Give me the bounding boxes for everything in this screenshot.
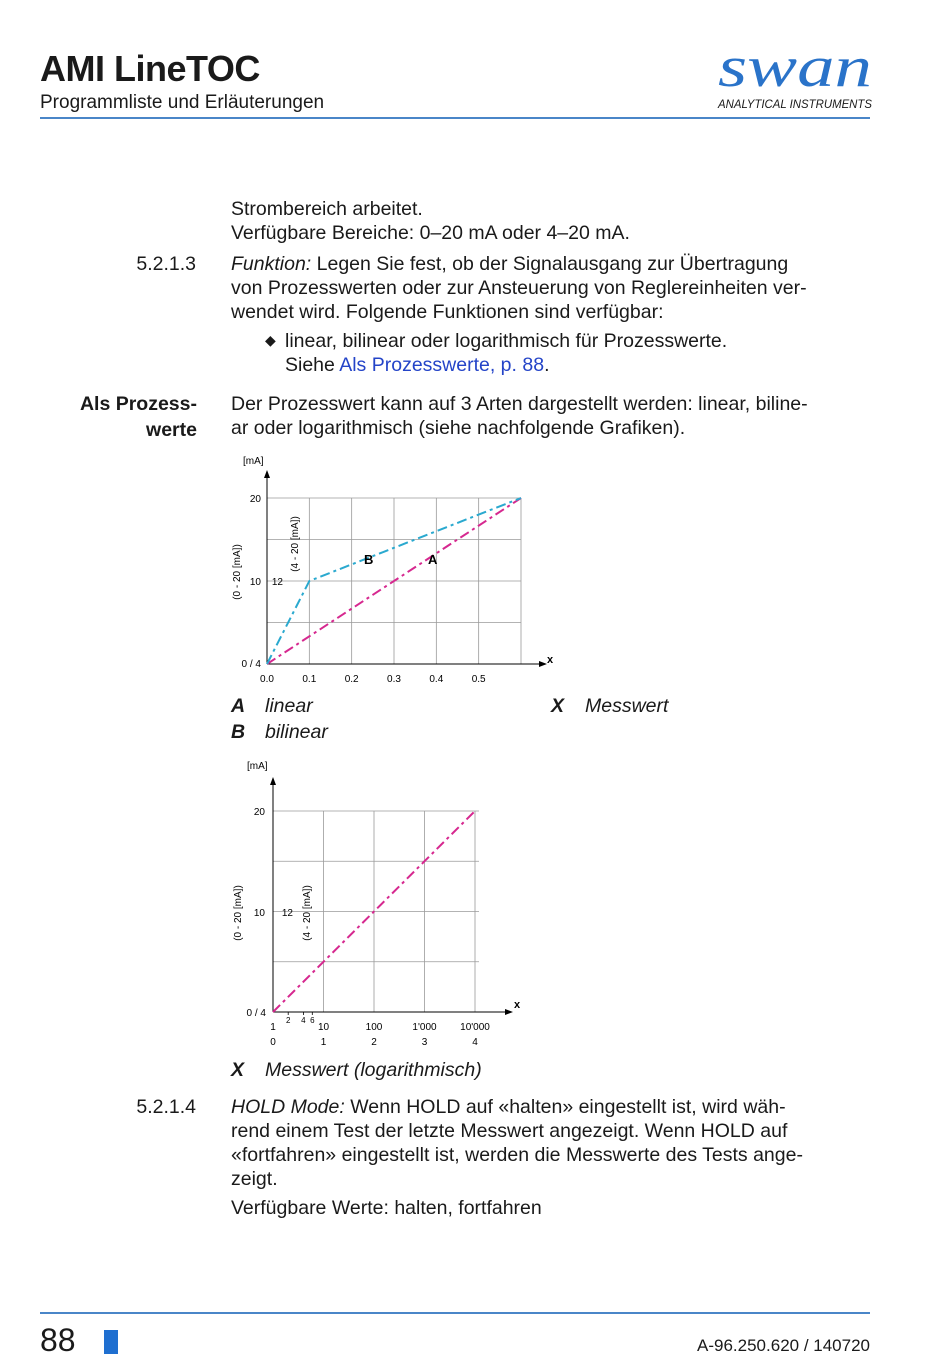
legend-x-log-text: Messwert (logarithmisch) <box>265 1059 482 1081</box>
chart2-x-arrow <box>505 1009 513 1015</box>
document-reference: A-96.250.620 / 140720 <box>697 1336 870 1355</box>
chart2-ytick-0: 0 / 4 <box>246 1008 266 1019</box>
chart2-ylabel-0-20-text: (0 - 20 [mA]) <box>233 885 244 941</box>
section-5214-line-4: zeigt. <box>231 1168 278 1190</box>
chart1-label-b: B <box>364 552 374 567</box>
function-label: Funktion: <box>231 253 312 275</box>
chart-linear-bilinear <box>225 452 565 688</box>
legend-b-text: bilinear <box>265 721 328 743</box>
document-subtitle: Programmliste und Erläuterungen <box>40 92 325 113</box>
paragraph-line-2: ar oder logarithmisch (siehe nachfolgende Grafiken). <box>231 417 686 439</box>
chart1-xtick-label: 0.3 <box>387 674 401 685</box>
legend-x-log-key: X <box>231 1059 245 1081</box>
see-end: . <box>544 354 550 376</box>
section-number-5213: 5.2.1.3 <box>136 253 196 275</box>
legend-a-key: A <box>231 695 246 717</box>
link-als-prozesswerte[interactable]: Als Prozesswerte, p. 88 <box>339 354 545 376</box>
chart1-xticks <box>260 674 486 685</box>
chart1-ytick-10: 10 <box>249 577 261 588</box>
logo-tagline: ANALYTICAL INSTRUMENTS <box>717 99 873 111</box>
chart2-xtick-bottom-label: 2 <box>371 1037 377 1048</box>
chart1-ytick-20: 20 <box>249 494 261 505</box>
page-marker <box>104 1330 118 1354</box>
side-heading-line-2: werte <box>146 419 197 441</box>
chart2-xtick-top-label: 4 <box>301 1016 306 1025</box>
section-5214-line-3: «fortfahren» eingestellt ist, werden die Messwerte des Tests ange- <box>231 1144 803 1166</box>
chart2-xlabel: x <box>514 999 521 1011</box>
legend-a-text: linear <box>265 695 313 717</box>
chart2-unit-label: [mA] <box>247 761 268 772</box>
chart2-xtick-bottom-label: 3 <box>421 1037 428 1048</box>
bullet-text: linear, bilinear oder logarithmisch für Prozesswerte. <box>285 330 728 352</box>
intro-line-2: Verfügbare Bereiche: 0–20 mA oder 4–20 mA. <box>231 222 630 244</box>
chart2-xticks <box>270 1016 490 1048</box>
chart1-xtick-label: 0.2 <box>344 674 359 685</box>
chart2-xtick-bottom-label: 4 <box>472 1037 478 1048</box>
legend-x-key: X <box>551 695 565 717</box>
legend-x <box>551 694 669 718</box>
section-5214-line-1 <box>231 1095 871 1119</box>
legend-b-key: B <box>231 721 246 743</box>
chart1-xlabel: x <box>547 654 554 666</box>
side-heading-line-1: Als Prozess- <box>79 393 197 415</box>
footer-rule <box>40 1312 870 1314</box>
chart1-ylabel-4-20-text: (4 - 20 [mA]) <box>290 516 301 572</box>
section-5214-line-2: rend einem Test der letzte Messwert angezeigt. Wenn HOLD auf <box>231 1120 788 1142</box>
chart1-xtick-label: 0.1 <box>302 674 317 685</box>
chart1-ylabel-0-20-text: (0 - 20 [mA]) <box>232 544 243 600</box>
chart-logarithmic <box>225 755 535 1050</box>
chart1-ytick-0: 0 / 4 <box>241 659 261 670</box>
chart2-ytick-20: 20 <box>253 807 265 818</box>
chart1-ytick-12: 12 <box>271 577 283 588</box>
chart1-label-a: A <box>428 552 438 567</box>
section-5214-text-1: Wenn HOLD auf «halten» eingestellt ist, wird wäh- <box>350 1096 786 1118</box>
legend-x-log <box>231 1058 482 1082</box>
section-5214-values: Verfügbare Werte: halten, fortfahren <box>231 1197 542 1219</box>
section-5213-line-1 <box>231 252 871 276</box>
hold-mode-label: HOLD Mode: <box>231 1096 345 1118</box>
see-text: Siehe <box>285 354 335 376</box>
swan-logo <box>714 34 876 114</box>
chart2-xtick-top-label: 10'000 <box>460 1022 490 1033</box>
document-title: AMI LineTOC <box>40 48 260 89</box>
page-number: 88 <box>40 1322 76 1358</box>
chart2-xtick-top-label: 10 <box>317 1022 330 1033</box>
logo-word: swan <box>718 34 872 99</box>
intro-line-1: Strombereich arbeitet. <box>231 198 423 220</box>
bullet-see-line <box>285 353 549 377</box>
header-rule <box>40 117 870 119</box>
chart1-xtick-label: 0.4 <box>429 674 444 685</box>
chart1-xtick-label: 0.0 <box>260 674 274 685</box>
section-5213-text-1: Legen Sie fest, ob der Signalausgang zur Übertragung <box>316 253 789 275</box>
chart1-x-arrow <box>539 661 547 667</box>
chart2-ytick-10: 10 <box>253 908 265 919</box>
chart2-xtick-top-label: 1 <box>270 1022 276 1033</box>
chart2-xtick-bottom-label: 1 <box>320 1037 327 1048</box>
chart2-y-arrow <box>270 777 276 785</box>
chart2-ytick-12: 12 <box>281 908 293 919</box>
legend-b <box>231 720 328 744</box>
chart2-xtick-top-label: 6 <box>310 1016 315 1025</box>
chart2-xtick-top-label: 1'000 <box>412 1022 437 1033</box>
paragraph-line-1: Der Prozesswert kann auf 3 Arten dargestellt werden: linear, biline- <box>231 393 808 415</box>
chart2-ylabel-4-20-text: (4 - 20 [mA]) <box>302 885 313 941</box>
chart1-y-arrow <box>264 470 270 478</box>
bullet-icon: ◆ <box>265 332 276 348</box>
chart2-xtick-top-label: 2 <box>285 1016 291 1025</box>
chart2-xtick-bottom-label: 0 <box>270 1037 276 1048</box>
legend-a <box>231 694 313 718</box>
chart2-xtick-top-label: 100 <box>365 1022 383 1033</box>
section-5213-line-2: von Prozesswerten oder zur Ansteuerung von Reglereinheiten ver- <box>231 277 807 299</box>
legend-x-text: Messwert <box>585 695 669 717</box>
chart1-unit-label: [mA] <box>243 456 264 467</box>
section-5213-line-3: wendet wird. Folgende Funktionen sind verfügbar: <box>231 301 664 323</box>
section-number-5214: 5.2.1.4 <box>136 1096 196 1118</box>
chart1-xtick-label: 0.5 <box>471 674 486 685</box>
